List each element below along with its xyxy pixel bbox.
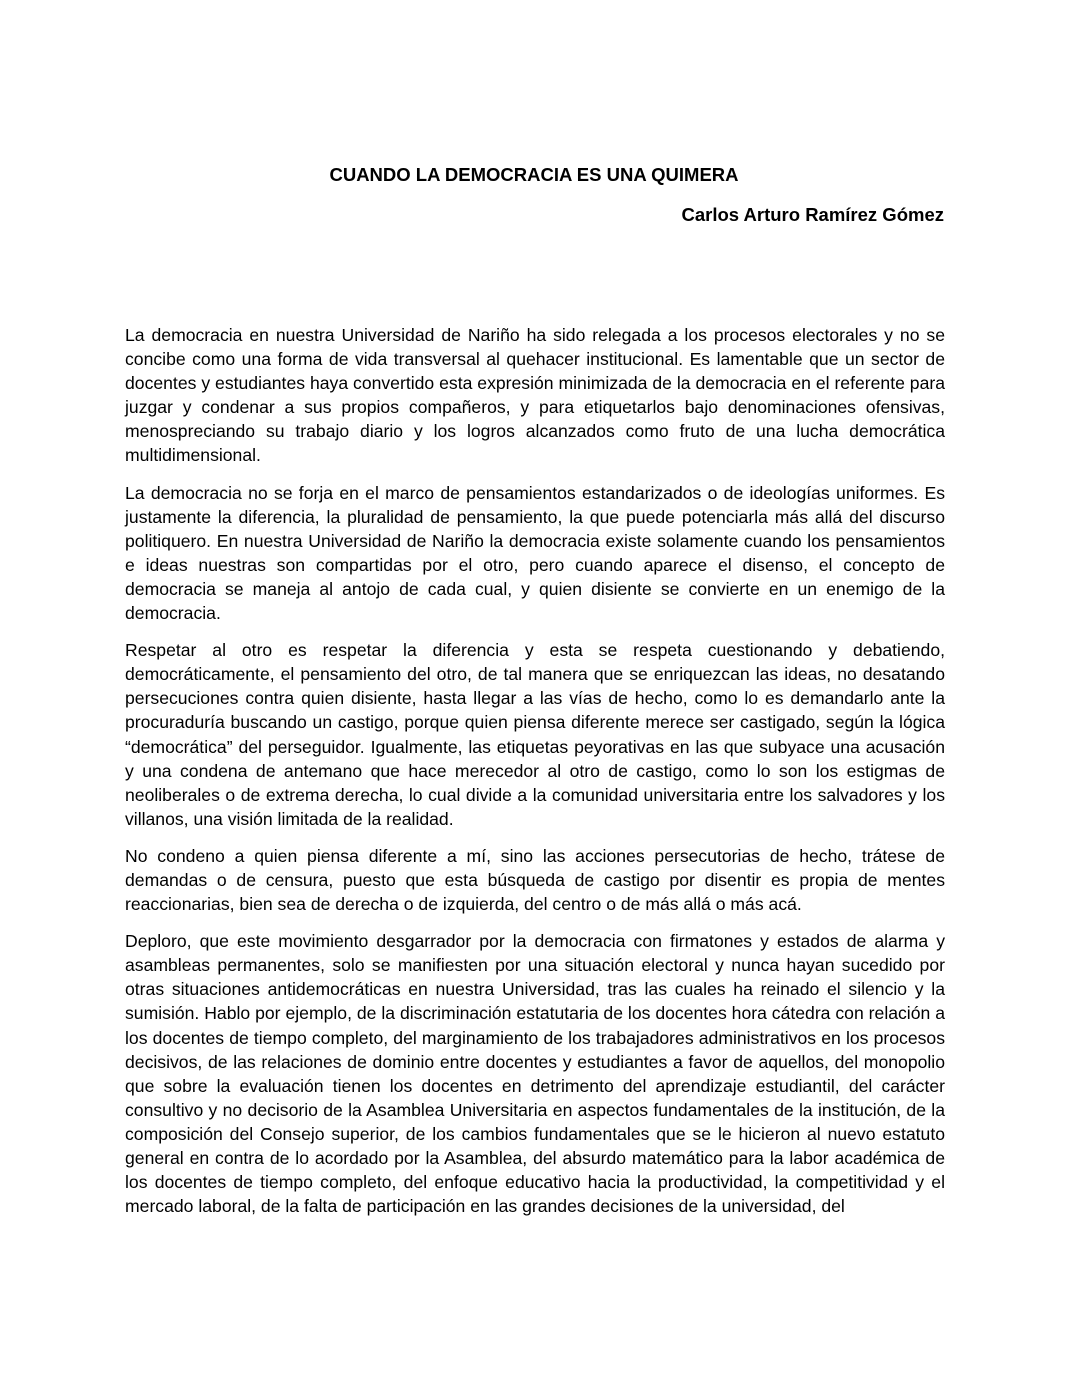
paragraph: Deploro, que este movimiento desgarrador por la democracia con firmatones y estados de alarma y asambleas permanentes, solo se manifiesten por una situación electoral y nunca hayan sucedido por otras situaciones antidemocráticas en nuestra Universidad, tras las cuales ha reinado el silencio y la sumisión. Hablo por ejemplo, de la discriminación estatutaria de los docentes hora cátedra con relación a los docentes de tiempo completo, del marginamiento de los trabajadores administrativos en los procesos decisivos, de las relaciones de dominio entre docentes y estudiantes a favor de aquellos, del monopolio que sobre la evaluación tienen los docentes en detrimento del aprendizaje estudiantil, del carácter consultivo y no decisorio de la Asamblea Universitaria en aspectos fundamentales de la institución, de la composición del Consejo superior, de los cambios fundamentales que se le hicieron al nuevo estatuto general en contra de lo acordado por la Asamblea, del absurdo matemático para la labor académica de los docentes de tiempo completo, del enfoque educativo hacia la productividad, la competitividad y el mercado laboral, de la falta de participación en las grandes decisiones de la universidad, del <box>125 931 945 1217</box>
paragraph: Respetar al otro es respetar la diferencia y esta se respeta cuestionando y debatiendo, democráticamente, el pensamiento del otro, de tal manera que se enriquezcan las ideas, no desatando persecuciones contra quien disiente, hasta llegar a las vías de hecho, como lo es demandarlo ante la procuraduría buscando un castigo, porque quien piensa diferente merece ser castigado, según la lógica “democrática” del perseguidor. Igualmente, las etiquetas peyorativas en las que subyace una acusación y una condena de antemano que hace merecedor al otro de castigo, como lo son los estigmas de neoliberales o de extrema derecha, lo cual divide a la comunidad universitaria entre los salvadores y los villanos, una visión limitada de la realidad. <box>125 640 945 829</box>
paragraph: La democracia en nuestra Universidad de Nariño ha sido relegada a los procesos electorales y no se concibe como una forma de vida transversal al quehacer institucional. Es lamentable que un sector de docentes y estudiantes haya convertido esta expresión minimizada de la democracia en el referente para juzgar y condenar a sus propios compañeros, y para etiquetarlos bajo denominaciones ofensivas, menospreciando su trabajo diario y los logros alcanzados como fruto de una lucha democrática multidimensional. <box>125 325 945 466</box>
document-author: Carlos Arturo Ramírez Gómez <box>681 204 944 225</box>
document-body <box>125 323 945 1231</box>
paragraph: No condeno a quien piensa diferente a mí, sino las acciones persecutorias de hecho, trátese de demandas o de censura, puesto que esta búsqueda de castigo por disentir es propia de mentes reaccionarias, bien sea de derecha o de izquierda, del centro o de más allá o más acá. <box>125 845 945 915</box>
paragraph: La democracia no se forja en el marco de pensamientos estandarizados o de ideologías uniformes. Es justamente la diferencia, la pluralidad de pensamiento, la que puede potenciarla más allá del discurso politiquero. En nuestra Universidad de Nariño la democracia existe solamente cuando los pensamientos e ideas nuestras son compartidas por el otro, pero cuando aparece el disenso, el concepto de democracia se maneja al antojo de cada cual, y quien disiente se convierte en un enemigo de la democracia. <box>125 482 945 624</box>
document-title: CUANDO LA DEMOCRACIA ES UNA QUIMERA <box>329 164 739 185</box>
